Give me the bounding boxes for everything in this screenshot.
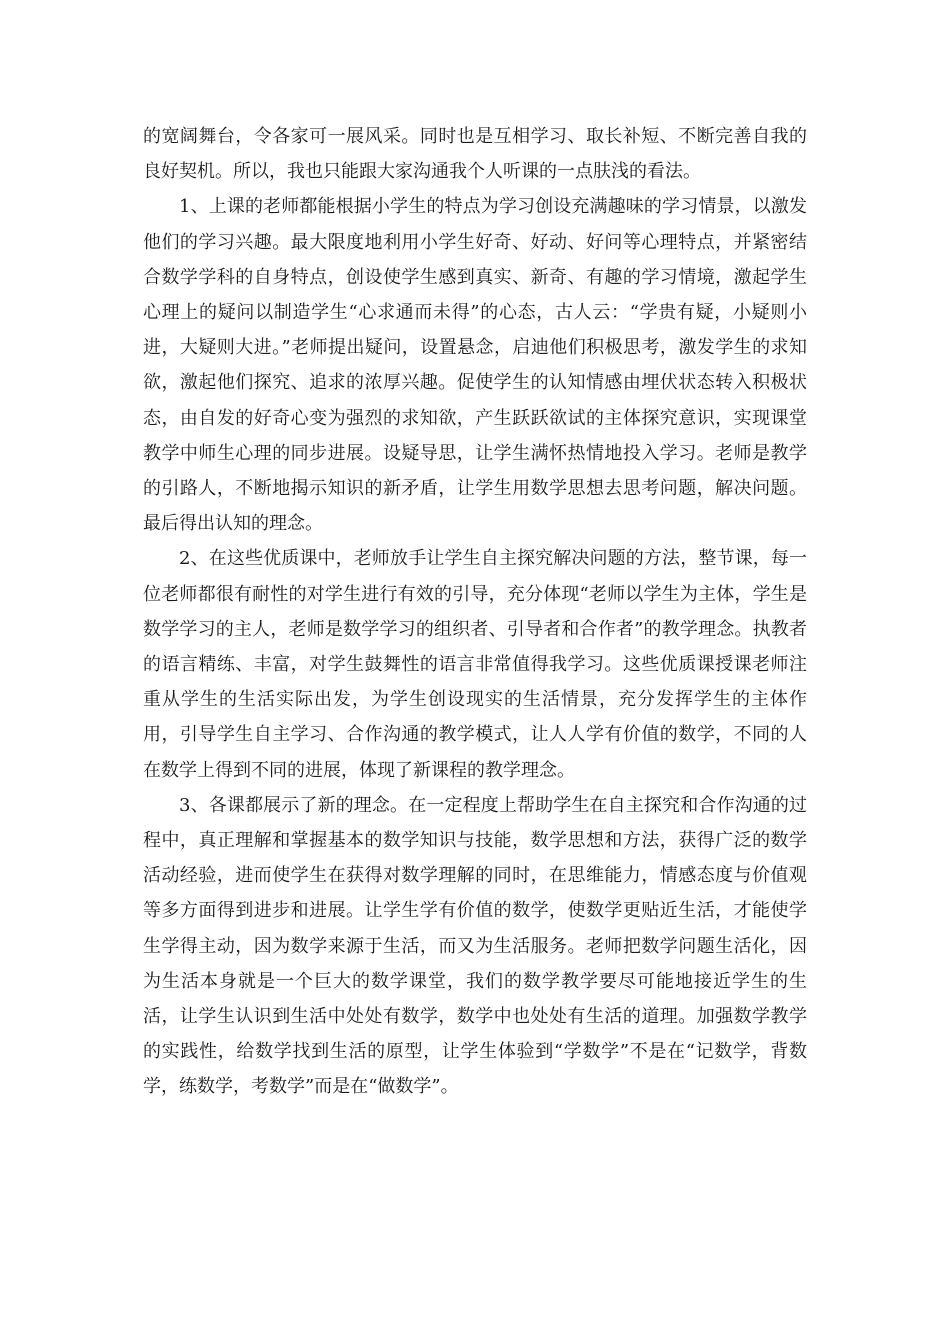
paragraph-point-2: 2、在这些优质课中，老师放手让学生自主探究解决问题的方法，整节课，每一位老师都很有耐性的对学生进行有效的引导，充分体现“老师以学生为主体，学生是数学学习的主人，老师是数学学习的组织者、引导者和合作者”的教学理念。执教者的语言精练、丰富，对学生鼓舞性的语言非常值得我学习。这些优质课授课老师注重从学生的生活实际出发，为学生创设现实的生活情景，充分发挥学生的主体作用，引导学生自主学习、合作沟通的教学模式，让人人学有价值的数学，不同的人在数学上得到不同的进展，体现了新课程的教学理念。	[143, 548, 807, 781]
document-page	[143, 119, 807, 1105]
paragraph-point-1: 1、上课的老师都能根据小学生的特点为学习创设充满趣味的学习情景，以激发他们的学习兴趣。最大限度地利用小学生好奇、好动、好问等心理特点，并紧密结合数学学科的自身特点，创设使学生感到真实、新奇、有趣的学习情境，激起学生心理上的疑问以制造学生“心求通而未得”的心态，古人云：“学贵有疑，小疑则小进，大疑则大进。”老师提出疑问，设置悬念，启迪他们积极思考，激发学生的求知欲，激起他们探究、追求的浓厚兴趣。促使学生的认知情感由埋伏状态转入积极状态，由自发的好奇心变为强烈的求知欲，产生跃跃欲试的主体探究意识，实现课堂教学中师生心理的同步进展。设疑导思，让学生满怀热情地投入学习。老师是教学的引路人，不断地揭示知识的新矛盾，让学生用数学思想去思考问题，解决问题。最后得出认知的理念。	[143, 196, 807, 535]
paragraph-point-3: 3、各课都展示了新的理念。在一定程度上帮助学生在自主探究和合作沟通的过程中，真正理解和掌握基本的数学知识与技能，数学思想和方法，获得广泛的数学活动经验，进而使学生在获得对数学理解的同时，在思维能力，情感态度与价值观等多方面得到进步和进展。让学生学有价值的数学，使数学更贴近生活，才能使学生学得主动，因为数学来源于生活，而又为生活服务。老师把数学问题生活化，因为生活本身就是一个巨大的数学课堂，我们的数学教学要尽可能地接近学生的生活，让学生认识到生活中处处有数学，数学中也处处有生活的道理。加强数学教学的实践性，给数学找到生活的原型，让学生体验到“学数学”不是在“记数学，背数学，练数学，考数学”而是在“做数学”。	[143, 794, 807, 1098]
paragraph-intro-continuation: 的宽阔舞台，令各家可一展风采。同时也是互相学习、取长补短、不断完善自我的良好契机。所以，我也只能跟大家沟通我个人听课的一点肤浅的看法。	[143, 126, 807, 183]
